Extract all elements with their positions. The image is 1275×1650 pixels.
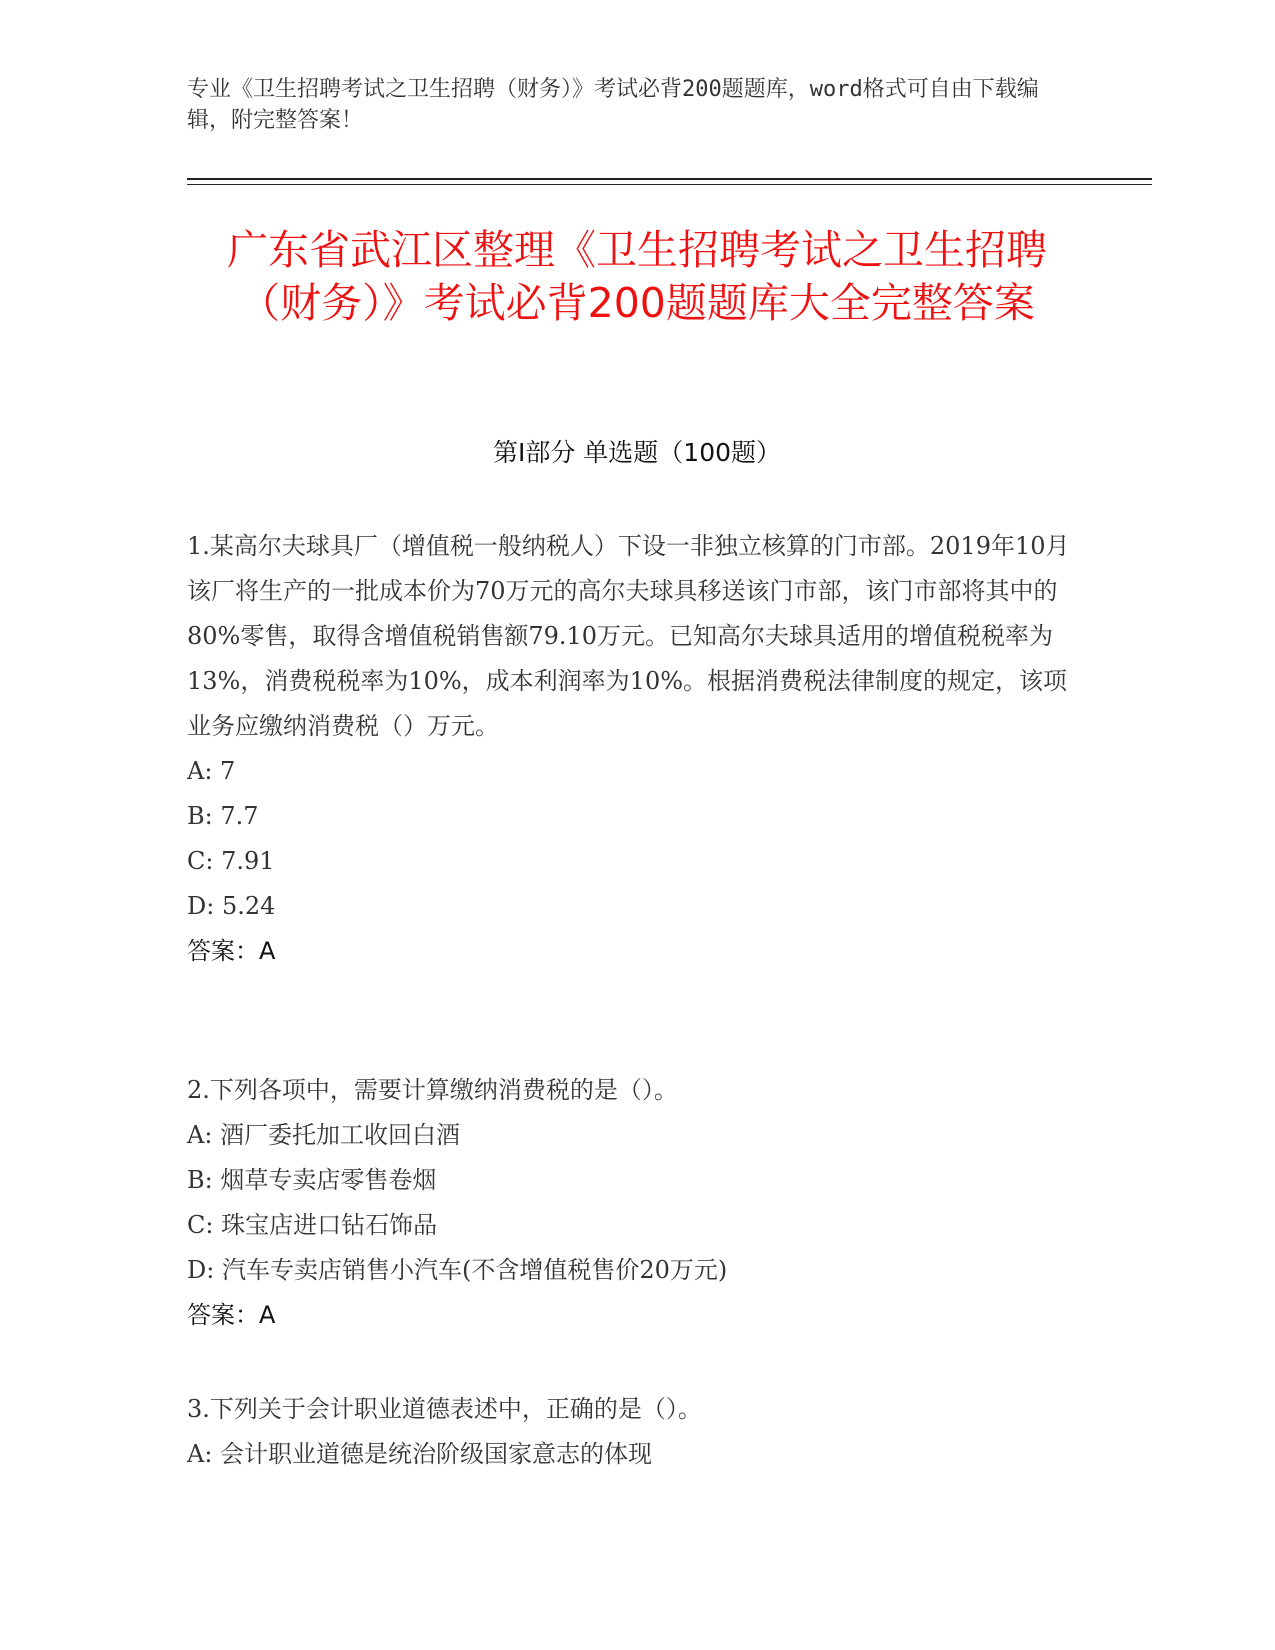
question-text: 1.某高尔夫球具厂（增值税一般纳税人）下设一非独立核算的门市部。2019年10月该厂将生产的一批成本价为70万元的高尔夫球具移送该门市部，该门市部将其中的80%零售，取得含增值税销售额79.10万元。已知高尔夫球具适用的增值税税率为13%，消费税税率为10%，成本利润率为10%。根据消费税法律制度的规定，该项业务应缴纳消费税（）万元。	[187, 532, 1070, 740]
header-rule-thin	[187, 184, 1152, 185]
question-3	[187, 1387, 1087, 1477]
option-c: C: 珠宝店进口钻石饰品	[187, 1211, 438, 1239]
document-intro: 专业《卫生招聘考试之卫生招聘（财务）》考试必背200题题库，word格式可自由下载编辑，附完整答案！	[187, 77, 1039, 133]
header-rule	[187, 178, 1152, 180]
option-b: B: 7.7	[187, 802, 259, 830]
option-a: A: 7	[187, 757, 236, 785]
question-text: 2.下列各项中，需要计算缴纳消费税的是（）。	[187, 1076, 678, 1104]
question-2	[187, 1068, 1087, 1338]
question-text: 3.下列关于会计职业道德表述中，正确的是（）。	[187, 1395, 702, 1423]
section-heading: 第Ⅰ部分 单选题（100题）	[492, 438, 782, 467]
option-c: C: 7.91	[187, 847, 275, 875]
answer-label: 答案：A	[187, 937, 276, 965]
option-a: A: 酒厂委托加工收回白酒	[187, 1121, 461, 1149]
option-b: B: 烟草专卖店零售卷烟	[187, 1166, 437, 1194]
answer-label: 答案：A	[187, 1301, 276, 1329]
option-a: A: 会计职业道德是统治阶级国家意志的体现	[187, 1440, 653, 1468]
document-title: 广东省武江区整理《卫生招聘考试之卫生招聘（财务）》考试必背200题题库大全完整答案	[227, 226, 1047, 327]
option-d: D: 汽车专卖店销售小汽车(不含增值税售价20万元)	[187, 1256, 728, 1284]
option-d: D: 5.24	[187, 892, 276, 920]
question-1	[187, 524, 1087, 974]
